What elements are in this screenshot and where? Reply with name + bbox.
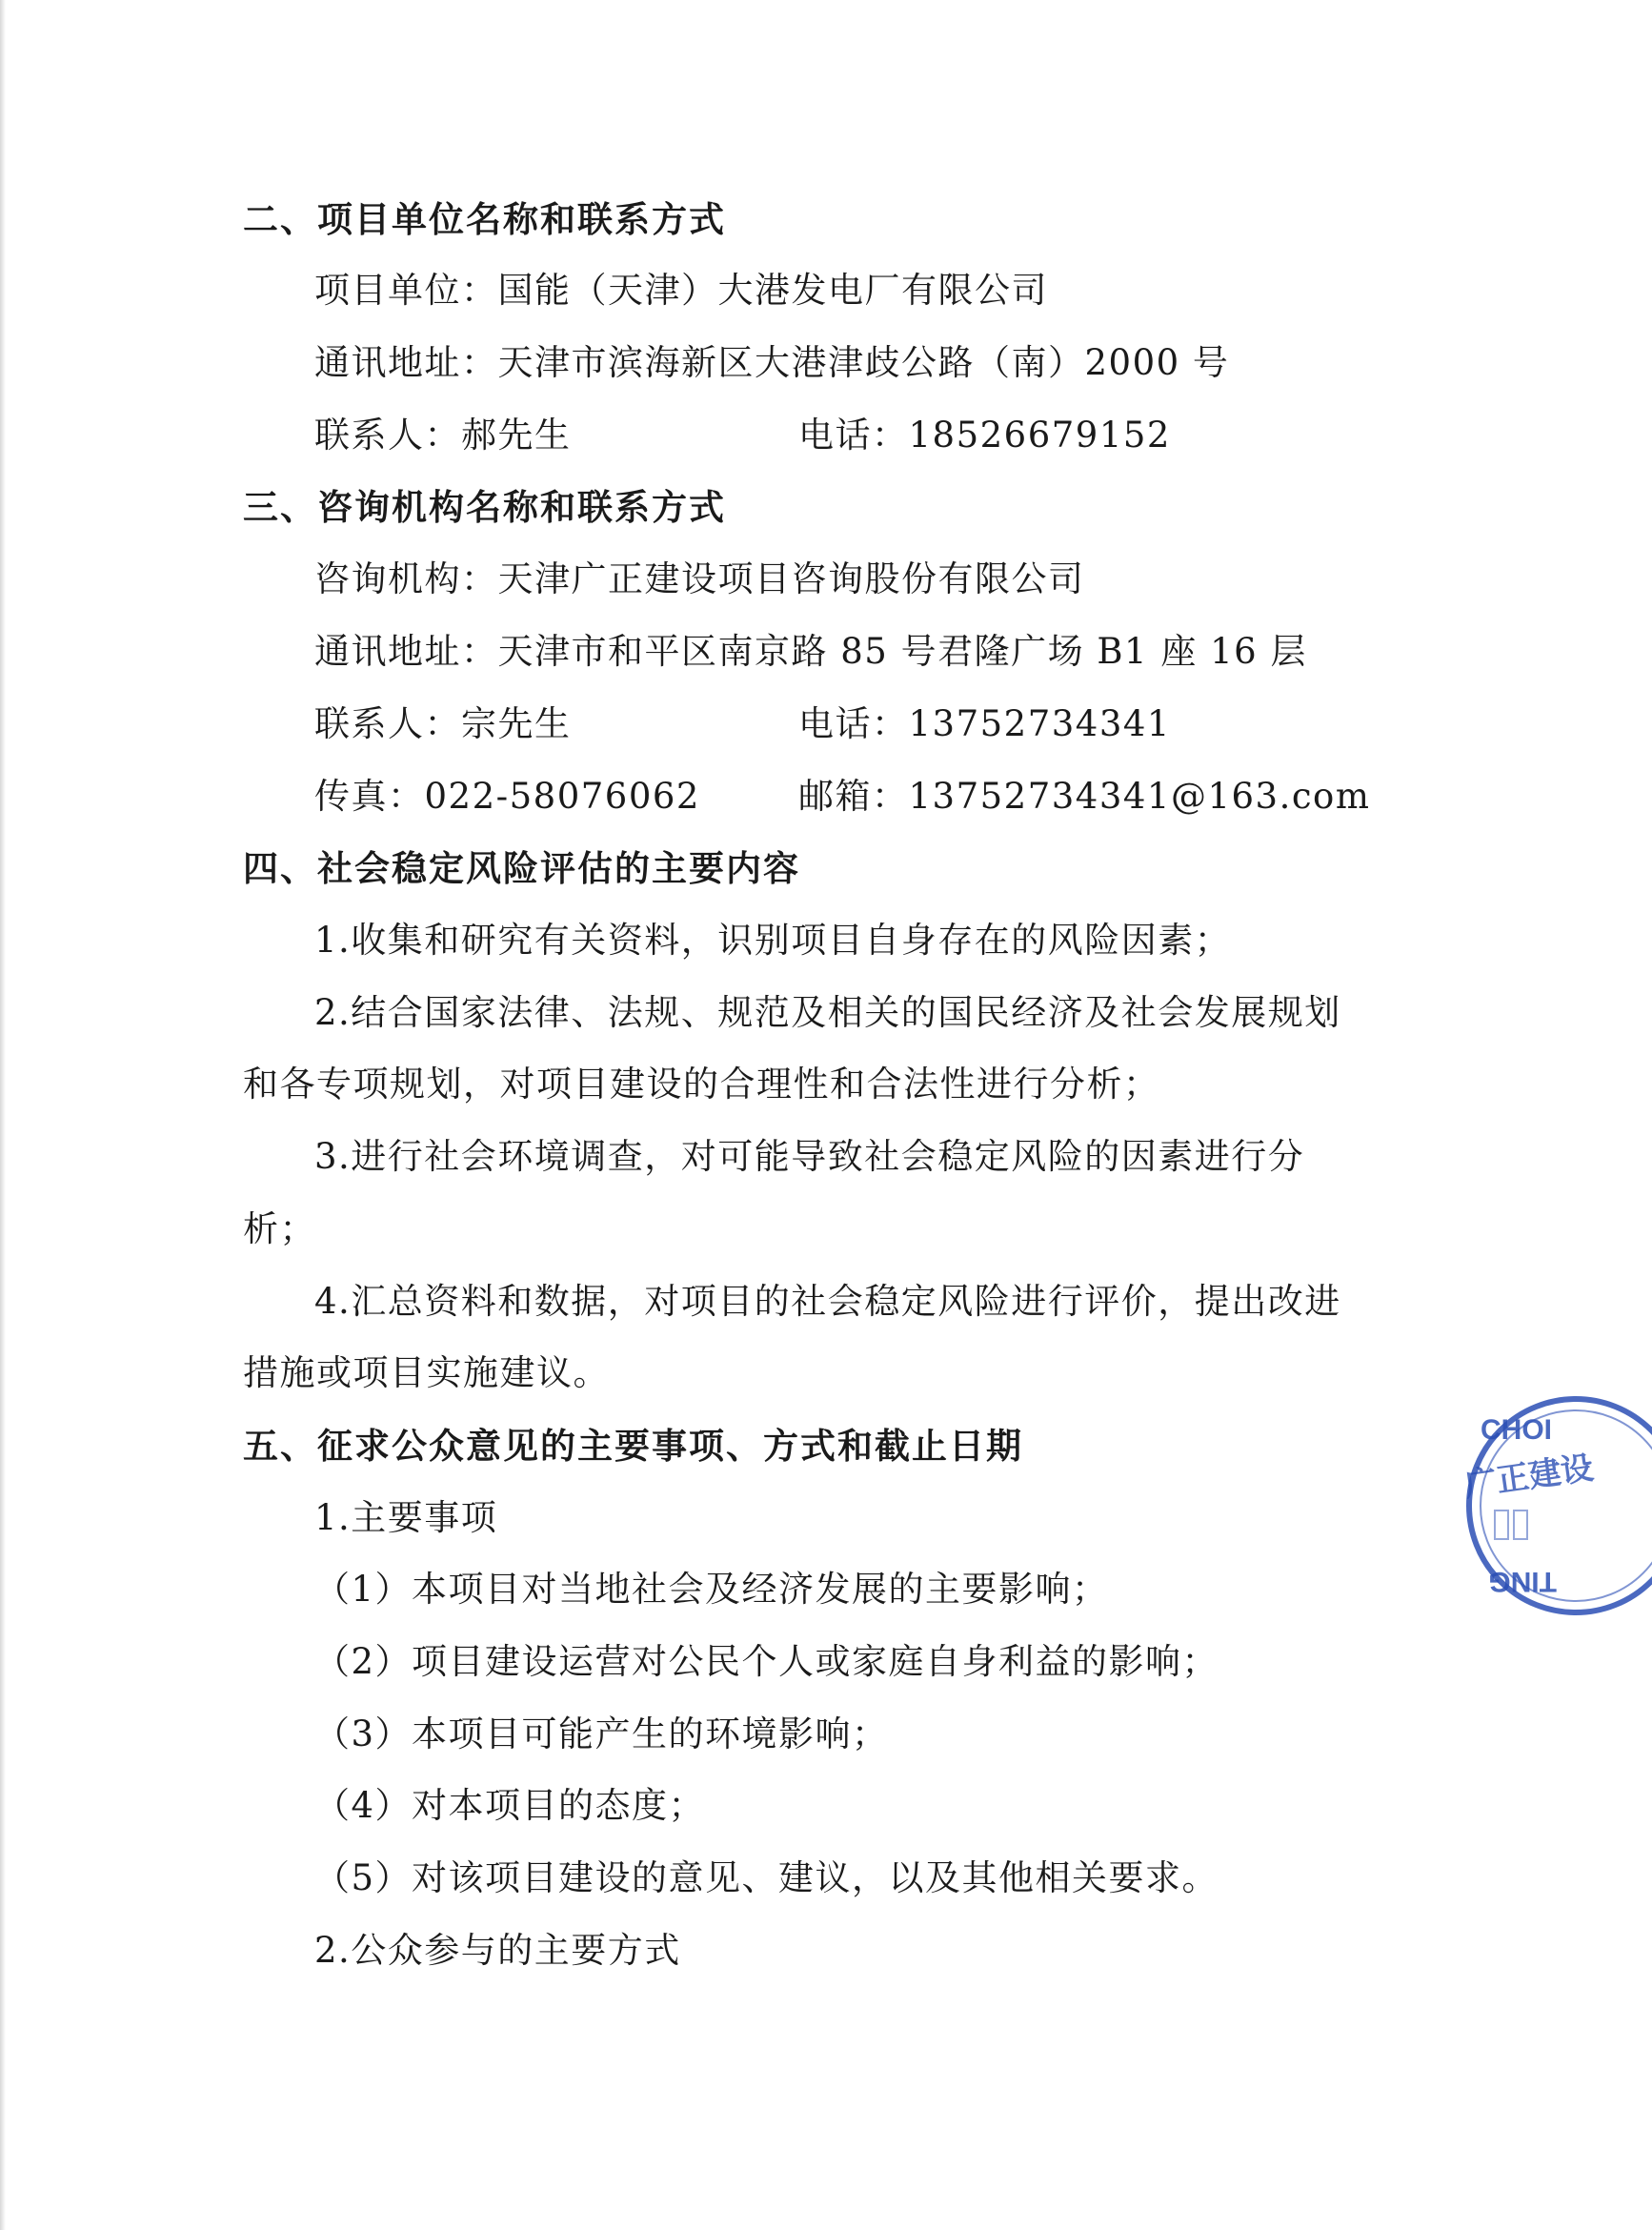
s4-item-2a: 2.结合国家法律、法规、规范及相关的国民经济及社会发展规划 xyxy=(314,992,1341,1033)
consult-email-line: 邮箱：13752734341@163.com xyxy=(798,776,1371,817)
s5-item: （2）项目建设运营对公民个人或家庭自身利益的影响； xyxy=(314,1641,1219,1682)
s5-item: （4）对本项目的态度； xyxy=(314,1785,706,1826)
seal-mark xyxy=(1495,1510,1508,1539)
seal-text-bottom: TING xyxy=(1488,1566,1557,1597)
consult-phone-line: 电话：13752734341 xyxy=(798,703,1171,744)
project-contact-line: 联系人：郝先生 xyxy=(314,415,572,456)
s4-item-3b: 析； xyxy=(243,1208,316,1249)
consult-contact-line: 联系人：宗先生 xyxy=(314,703,572,744)
scan-edge xyxy=(0,0,6,2230)
consult-fax-line: 传真：022-58076062 xyxy=(314,776,700,817)
s4-item-1: 1.收集和研究有关资料，识别项目自身存在的风险因素； xyxy=(314,920,1232,961)
s5-item: （1）本项目对当地社会及经济发展的主要影响； xyxy=(314,1569,1109,1610)
s4-item-4b: 措施或项目实施建议。 xyxy=(243,1352,610,1393)
s4-item-2b: 和各专项规划，对项目建设的合理性和合法性进行分析； xyxy=(243,1064,1160,1105)
s5-subheading-1: 1.主要事项 xyxy=(314,1497,498,1538)
seal-stamp xyxy=(1442,1391,1652,1620)
seal-text-top: CHOI xyxy=(1481,1414,1552,1446)
project-address-line: 通讯地址：天津市滨海新区大港津歧公路（南）2000 号 xyxy=(314,342,1230,383)
s5-item: （3）本项目可能产生的环境影响； xyxy=(314,1713,889,1754)
s4-item-4a: 4.汇总资料和数据，对项目的社会稳定风险进行评价，提出改进 xyxy=(314,1281,1341,1322)
project-unit-line: 项目单位：国能（天津）大港发电厂有限公司 xyxy=(314,270,1048,311)
seal-text-mid: 广正建设 xyxy=(1461,1449,1596,1505)
section-5-heading: 五、征求公众意见的主要事项、方式和截止日期 xyxy=(243,1425,1023,1467)
s4-item-3a: 3.进行社会环境调查，对可能导致社会稳定风险的因素进行分 xyxy=(314,1136,1305,1177)
seal-mark xyxy=(1514,1510,1527,1539)
consult-org-line: 咨询机构：天津广正建设项目咨询股份有限公司 xyxy=(314,558,1085,599)
consult-address-line: 通讯地址：天津市和平区南京路 85 号君隆广场 B1 座 16 层 xyxy=(314,631,1307,672)
section-3-heading: 三、咨询机构名称和联系方式 xyxy=(243,486,726,528)
s5-item: （5）对该项目建设的意见、建议，以及其他相关要求。 xyxy=(314,1857,1219,1898)
section-2-heading: 二、项目单位名称和联系方式 xyxy=(243,198,726,240)
project-phone-line: 电话：18526679152 xyxy=(798,415,1171,456)
s5-subheading-2: 2.公众参与的主要方式 xyxy=(314,1930,681,1971)
section-4-heading: 四、社会稳定风险评估的主要内容 xyxy=(243,847,800,889)
